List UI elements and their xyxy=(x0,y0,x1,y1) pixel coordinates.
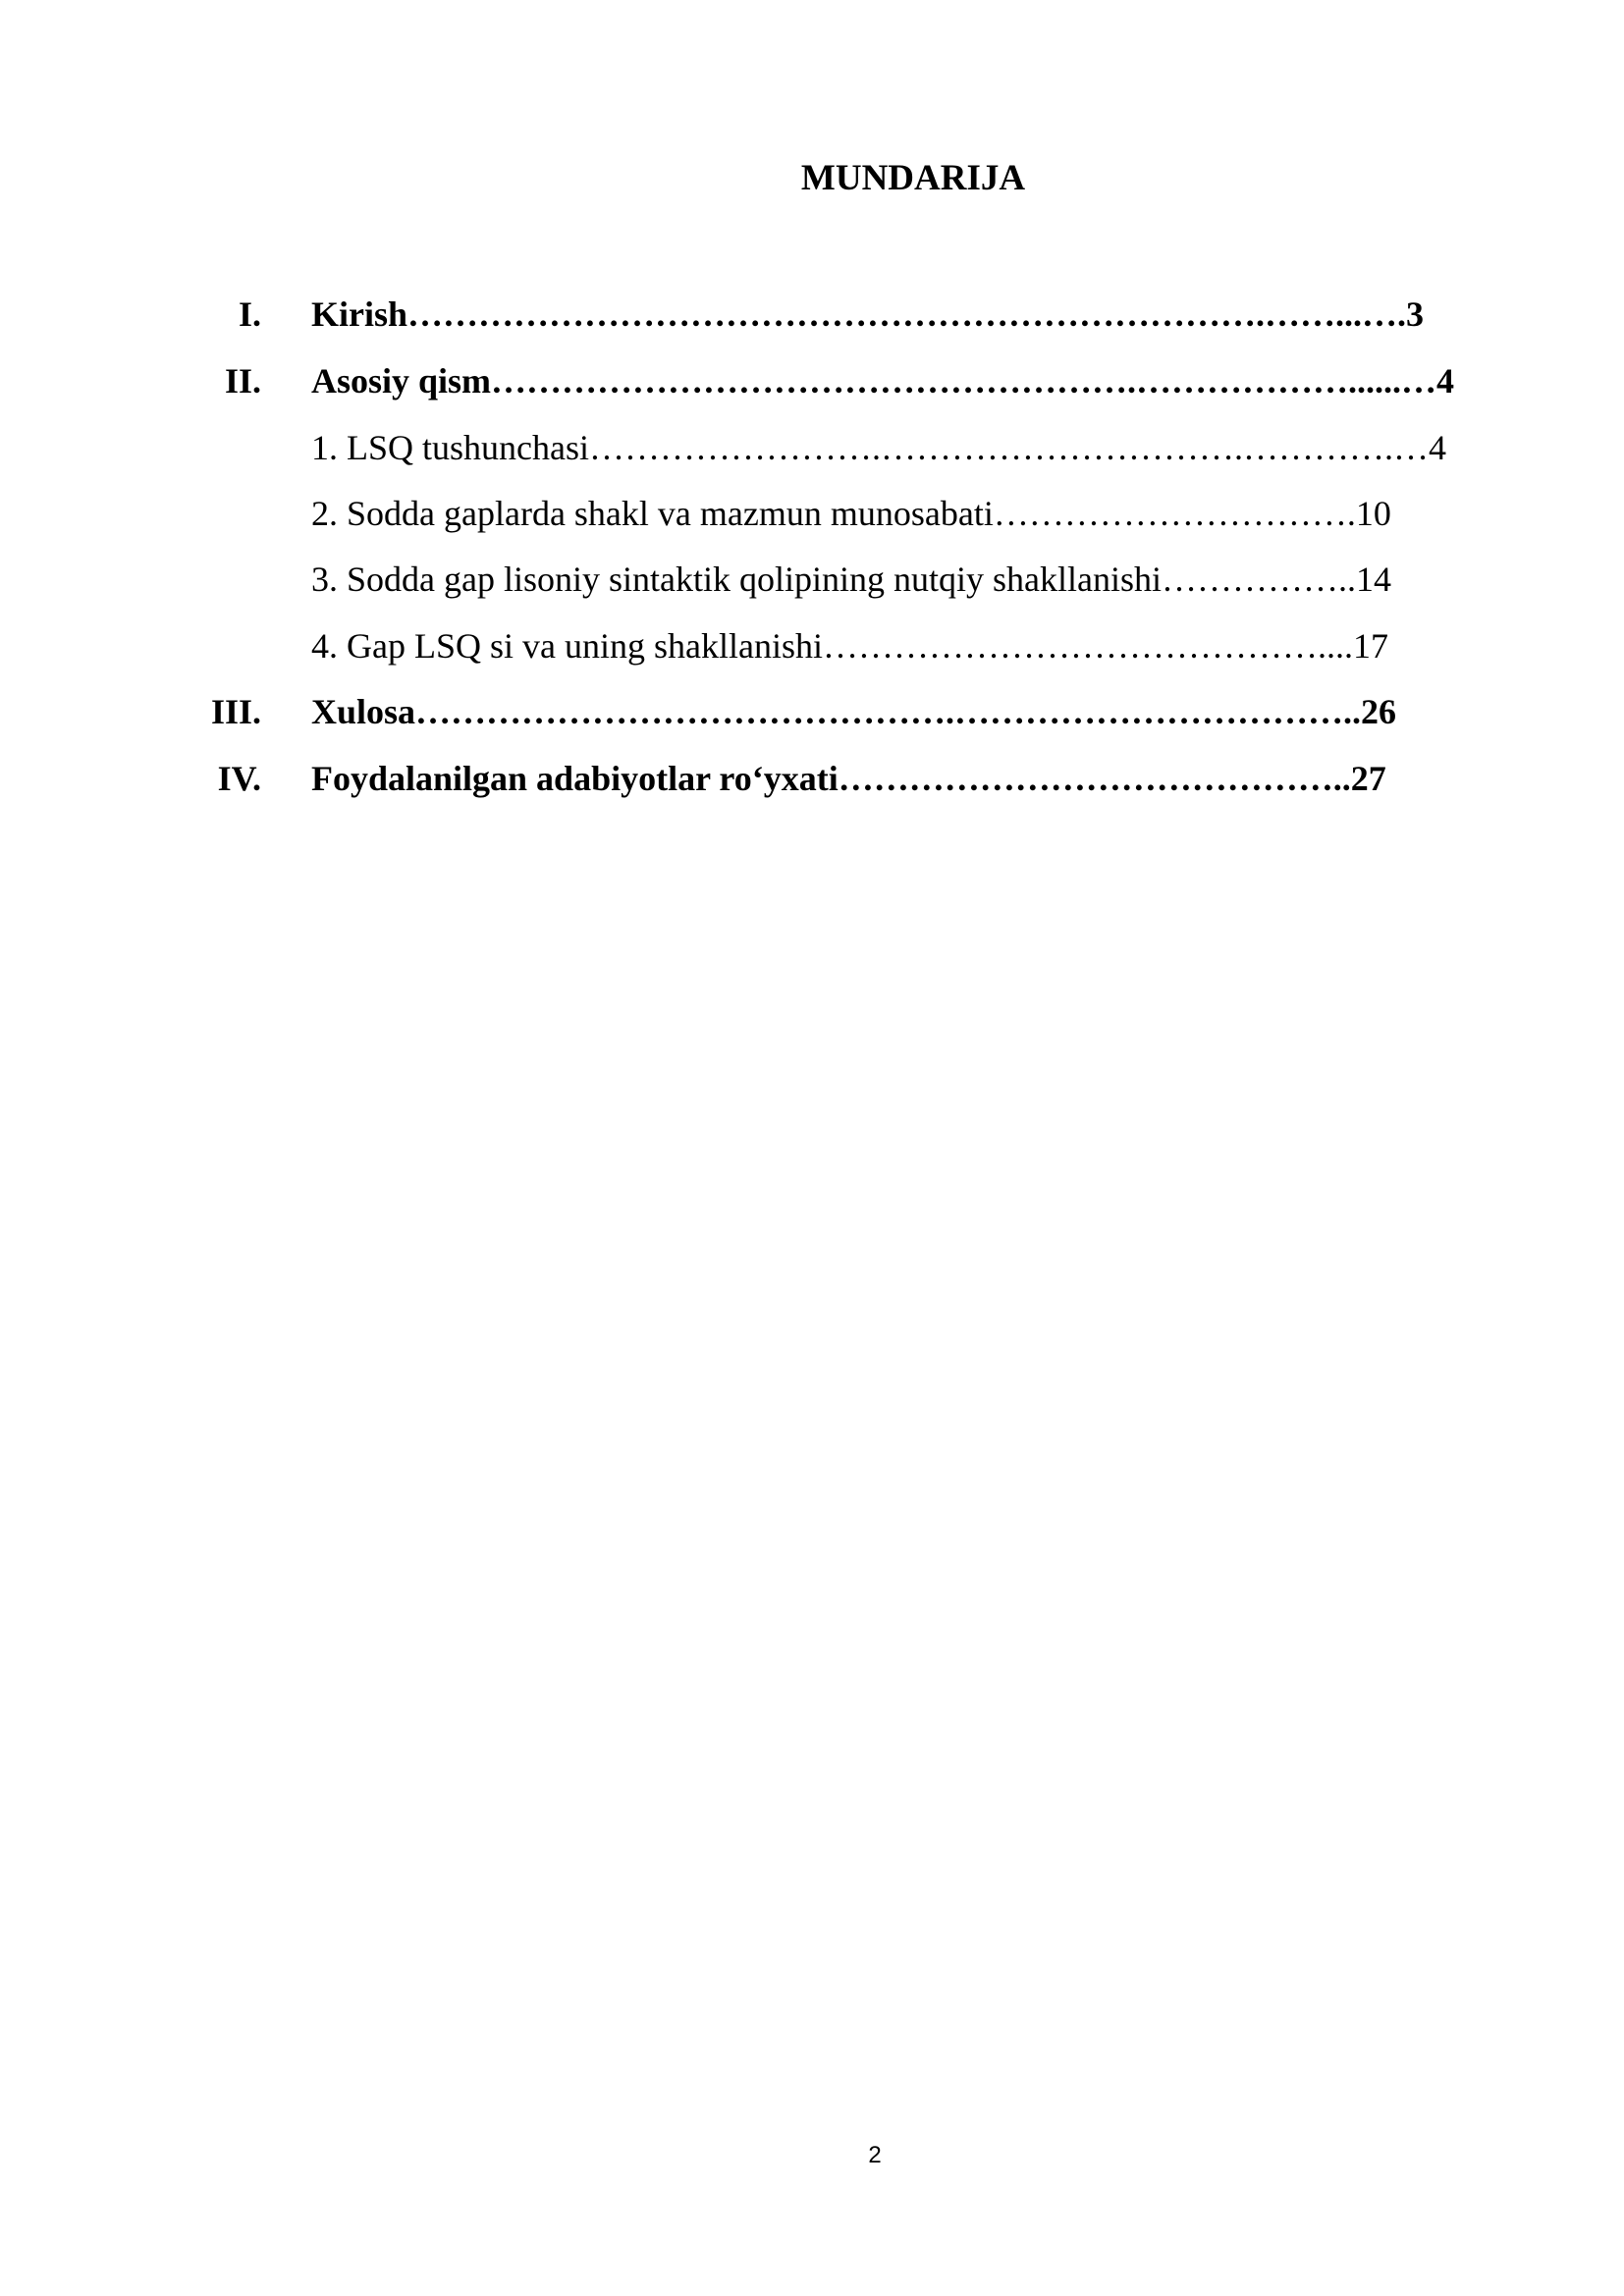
toc-entry-number: I. xyxy=(238,294,261,334)
toc-entry-text: Kirish……………………………………………………………….……...….3 xyxy=(311,294,1425,334)
toc-entry-number: III. xyxy=(210,692,261,731)
toc-entry-adabiyotlar xyxy=(0,751,1624,806)
toc-subentry-1 xyxy=(0,420,1624,475)
toc-entry-text: 3. Sodda gap lisoniy sintaktik qolipining nutqiy shakllanishi……………..14 xyxy=(311,560,1391,599)
toc-entry-kirish xyxy=(0,287,1624,342)
page-number: 2 xyxy=(868,2142,882,2168)
toc-title: MUNDARIJA xyxy=(800,158,1026,198)
toc-entry-number: II. xyxy=(224,361,261,400)
toc-subentry-3 xyxy=(0,552,1624,607)
toc-entry-number: IV. xyxy=(217,759,261,798)
toc-subentry-4 xyxy=(0,618,1624,673)
toc-entry-text: Foydalanilgan adabiyotlar ro‘yxati……………………………………..27 xyxy=(311,759,1386,798)
toc-entry-text: 4. Gap LSQ si va uning shakllanishi……………………………………....17 xyxy=(311,626,1388,666)
toc-entry-asosiy-qism xyxy=(0,353,1624,408)
toc-entry-text: Asosiy qism……………………………………………….………………......…4 xyxy=(311,361,1455,400)
toc-entry-text: 1. LSQ tushunchasi…………………….………………………….………….…4 xyxy=(311,428,1446,467)
toc-subentry-2 xyxy=(0,486,1624,541)
toc-entry-text: 2. Sodda gaplarda shakl va mazmun munosabati………………………….10 xyxy=(311,494,1391,533)
toc-entry-text: Xulosa……………………………………….……………………………..26 xyxy=(311,692,1397,731)
toc-entry-xulosa xyxy=(0,684,1624,739)
